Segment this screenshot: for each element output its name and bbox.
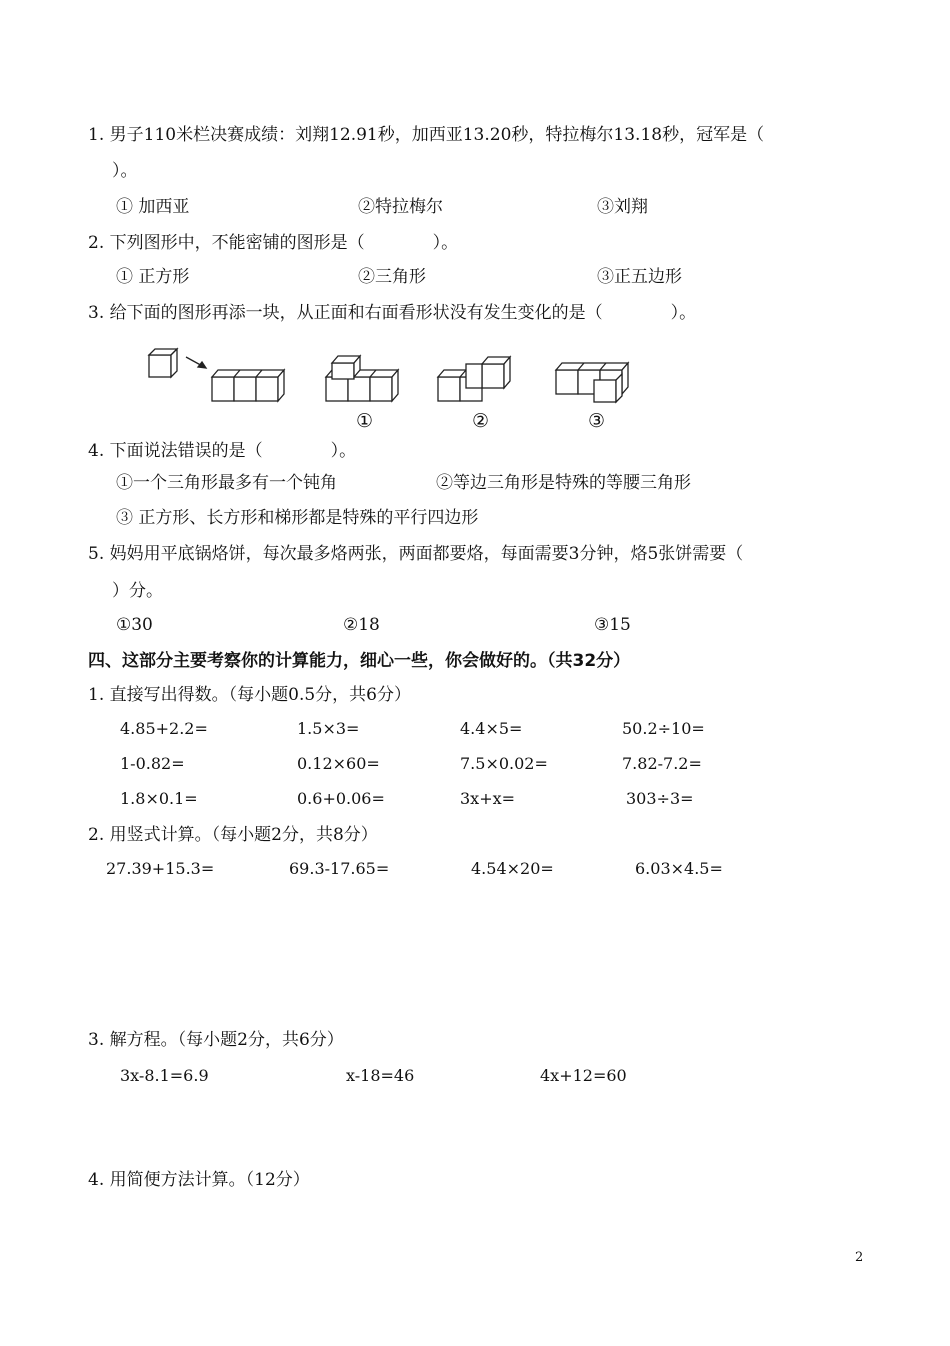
q5-option-1: ①30 xyxy=(116,615,153,635)
oral-calc: 3x+x= xyxy=(460,789,516,808)
oral-calc: 7.5×0.02= xyxy=(460,754,548,773)
cube-figure xyxy=(140,340,660,410)
q2-option-1: ① 正方形 xyxy=(116,267,190,287)
q2-option-3: ③正五边形 xyxy=(597,267,682,287)
q5-option-3: ③15 xyxy=(594,615,631,635)
q4-option-2: ②等边三角形是特殊的等腰三角形 xyxy=(436,473,691,493)
oral-calc: 1.5×3= xyxy=(297,719,360,738)
oral-calc: 4.4×5= xyxy=(460,719,523,738)
q3-label-2: ② xyxy=(472,410,490,432)
q1-option-3: ③刘翔 xyxy=(597,197,648,217)
q1-text: 1. 男子110米栏决赛成绩：刘翔12.91秒，加西亚13.20秒，特拉梅尔13.18秒，冠军是（ xyxy=(88,125,765,145)
single-cube xyxy=(149,349,177,377)
vertical-calc: 4.54×20= xyxy=(471,859,554,878)
q1-option-1: ① 加西亚 xyxy=(116,197,190,217)
vertical-calc: 69.3-17.65= xyxy=(289,859,390,878)
oral-calc: 1-0.82= xyxy=(120,754,185,773)
equation: x-18=46 xyxy=(346,1066,415,1085)
q2-option-2: ②三角形 xyxy=(358,267,426,287)
oral-calc: 1.8×0.1= xyxy=(120,789,198,808)
oral-calc: 0.12×60= xyxy=(297,754,380,773)
q5-text-cont: ）分。 xyxy=(112,581,163,601)
oral-calc: 50.2÷10= xyxy=(622,719,705,738)
equation: 3x-8.1=6.9 xyxy=(120,1066,209,1085)
q1-option-2: ②特拉梅尔 xyxy=(358,197,443,217)
q4-option-1: ①一个三角形最多有一个钝角 xyxy=(116,473,337,493)
q1-text-cont: ）。 xyxy=(112,161,138,181)
oral-calc: 4.85+2.2= xyxy=(120,719,208,738)
q4-text: 4. 下面说法错误的是（ ）。 xyxy=(88,441,357,461)
q4-option-3: ③ 正方形、长方形和梯形都是特殊的平行四边形 xyxy=(116,508,479,528)
q2-text: 2. 下列图形中，不能密铺的图形是（ ）。 xyxy=(88,233,459,253)
part2-title: 2. 用竖式计算。（每小题2分，共8分） xyxy=(88,825,378,845)
part4-title: 4. 用简便方法计算。（12分） xyxy=(88,1170,310,1190)
base-shape xyxy=(212,370,284,401)
page-number: 2 xyxy=(855,1250,864,1265)
shape-option-1 xyxy=(326,356,398,401)
shape-option-3 xyxy=(556,363,628,402)
oral-calc: 7.82-7.2= xyxy=(622,754,702,773)
oral-calc: 303÷3= xyxy=(626,789,694,808)
part1-title: 1. 直接写出得数。（每小题0.5分，共6分） xyxy=(88,685,411,705)
equation: 4x+12=60 xyxy=(540,1066,627,1085)
q3-label-1: ① xyxy=(356,410,374,432)
q5-option-2: ②18 xyxy=(343,615,380,635)
q5-text: 5. 妈妈用平底锅烙饼，每次最多烙两张，两面都要烙，每面需要3分钟，烙5张饼需要（ xyxy=(88,544,744,564)
shape-option-2 xyxy=(438,357,510,401)
q3-label-3: ③ xyxy=(588,410,606,432)
vertical-calc: 27.39+15.3= xyxy=(106,859,215,878)
q3-text: 3. 给下面的图形再添一块，从正面和右面看形状没有发生变化的是（ ）。 xyxy=(88,303,697,323)
vertical-calc: 6.03×4.5= xyxy=(635,859,723,878)
oral-calc: 0.6+0.06= xyxy=(297,789,385,808)
part3-title: 3. 解方程。（每小题2分，共6分） xyxy=(88,1030,344,1050)
section4-title: 四、这部分主要考察你的计算能力，细心一些，你会做好的。（共32分） xyxy=(88,651,631,671)
